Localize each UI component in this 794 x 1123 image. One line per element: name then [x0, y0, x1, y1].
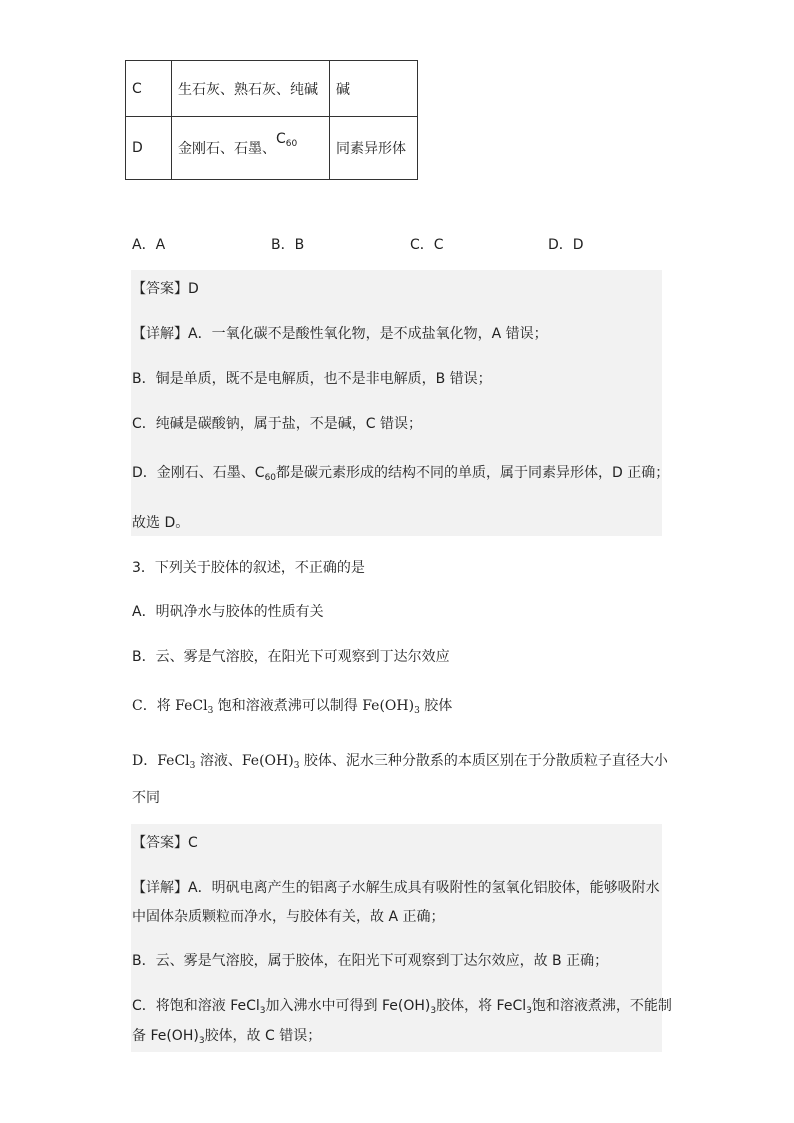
detail-line: C．纯碱是碳酸钠，属于盐，不是碱，C 错误；	[132, 416, 422, 432]
choice-b[interactable]: B．B	[271, 237, 305, 253]
answer-block-q3	[131, 824, 662, 1052]
row-label: D	[126, 117, 172, 180]
row-label: C	[126, 61, 172, 117]
row-category: 碱	[330, 61, 418, 117]
detail-line: 【详解】A．一氧化碳不是酸性氧化物，是不成盐氧化物，A 错误；	[132, 326, 548, 342]
conclusion: 故选 D。	[132, 515, 190, 531]
detail-line: B．云、雾是气溶胶，属于胶体，在阳光下可观察到丁达尔效应，故 B 正确；	[132, 953, 609, 969]
option-c[interactable]: C．将 FeCl$_3$ 饱和溶液煮沸可以制得 $Fe(OH)_3$ 胶体	[132, 698, 453, 716]
row-category: 同素异形体	[330, 117, 418, 180]
items-text: 金刚石、石墨、	[178, 140, 276, 157]
choice-a[interactable]: A．A	[132, 237, 166, 253]
detail-line: 中固体杂质颗粒而净水，与胶体有关，故 A 正确；	[132, 909, 445, 925]
detail-line: D．金刚石、石墨、$C_{60}$都是碳元素形成的结构不同的单质，属于同素异形体，D 正确；	[132, 465, 670, 483]
table-row	[126, 117, 418, 180]
detail-line: 备 $Fe(OH)_3$胶体，故 C 错误；	[132, 1028, 322, 1046]
option-b[interactable]: B．云、雾是气溶胶，在阳光下可观察到丁达尔效应	[132, 649, 450, 665]
detail-line: C．将饱和溶液 FeCl$_3$加入沸水中可得到 $Fe(OH)_3$胶体，将 FeCl$_3$饱和溶液煮沸，不能制	[132, 998, 672, 1016]
choice-d[interactable]: D．D	[548, 237, 584, 253]
option-a[interactable]: A．明矾净水与胶体的性质有关	[132, 604, 324, 620]
choice-c[interactable]: C．C	[410, 237, 444, 253]
answer-label: 【答案】D	[132, 281, 199, 297]
detail-line: 【详解】A．明矾电离产生的铝离子水解生成具有吸附性的氢氧化铝胶体，能够吸附水	[132, 880, 660, 896]
table-row	[126, 61, 418, 117]
answer-label: 【答案】C	[132, 835, 198, 851]
row-items	[172, 117, 330, 180]
option-d[interactable]: D．FeCl$_3$ 溶液、$Fe(OH)_3$ 胶体、泥水三种分散系的本质区别在于分散质粒子直径大小	[132, 753, 668, 771]
options-table	[125, 60, 418, 180]
row-items: 生石灰、熟石灰、纯碱	[172, 61, 330, 117]
c60-formula: $C_{60}$	[276, 130, 298, 149]
question-stem: 3．下列关于胶体的叙述，不正确的是	[132, 560, 365, 576]
detail-line: B．铜是单质，既不是电解质，也不是非电解质，B 错误；	[132, 371, 492, 387]
option-d-cont: 不同	[132, 790, 160, 806]
answer-block-q2	[131, 270, 662, 536]
